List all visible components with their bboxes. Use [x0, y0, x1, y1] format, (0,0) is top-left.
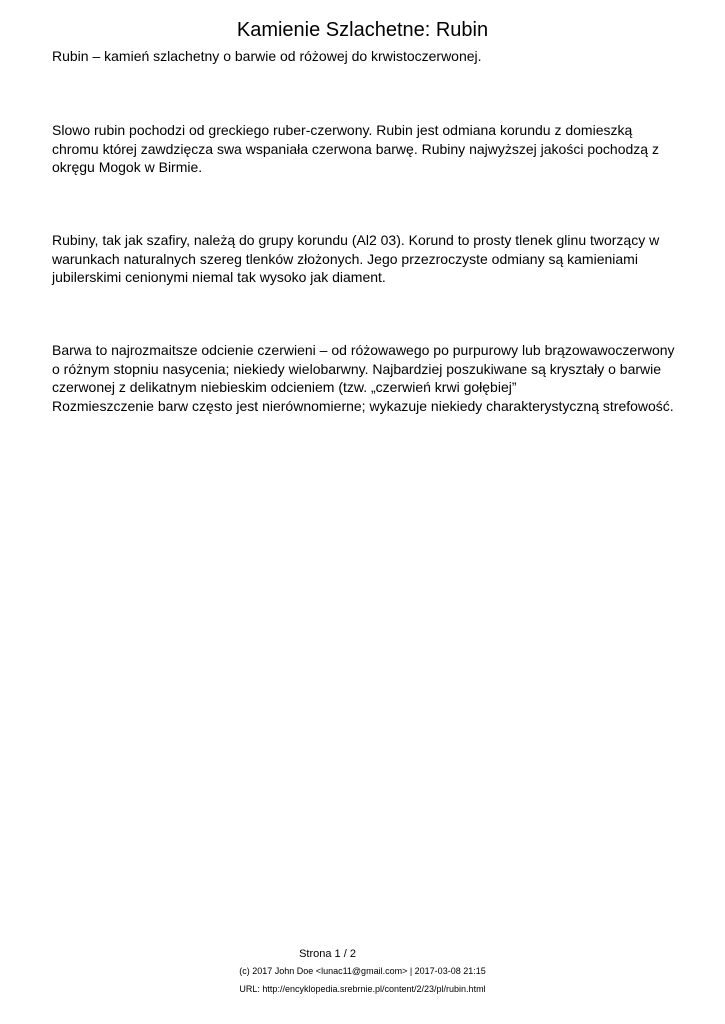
intro-text: Rubin – kamień szlachetny o barwie od różowej do krwistoczerwonej. [52, 48, 482, 64]
paragraph-color-line2: Rozmieszczenie barw często jest nierównomierne; wykazuje niekiedy charakterystyczną strefowość. [52, 397, 674, 414]
paragraph-etymology: Slowo rubin pochodzi od greckiego ruber-czerwony. Rubin jest odmiana korundu z domieszką chromu której zawdzięcza swa wspaniała czerwona barwę. Rubiny najwyższej jakości pochodzą z okręgu Mogok w Birmie. [52, 122, 659, 175]
page-title: Kamienie Szlachetne: Rubin [236, 19, 489, 41]
footer-copyright: (c) 2017 John Doe <lunac11@gmail.com> | 2017-03-08 21:15 [239, 966, 486, 976]
paragraph-color-line1: Barwa to najrozmaitsze odcienie czerwieni – od różowawego po purpurowy lub brązowawoczerwony o różnym stopniu nasycenia; niekiedy wielobarwny. Najbardziej poszukiwane są kryształy o barwie czerwonej z delikatnym niebieskim odcieniem (tzw. „czerwień krwi gołębiej” [52, 342, 675, 395]
page-number: Strona 1 / 2 [299, 948, 356, 960]
paragraph-color [52, 341, 682, 415]
paragraph-corundum: Rubiny, tak jak szafiry, należą do grupy korundu (Al2 03). Korund to prosty tlenek glinu tworzący w warunkach naturalnych szereg tlenków złożonych. Jego przezroczyste odmiany są kamieniami jubilerskimi cenionymi niemal tak wysoko jak diament. [52, 232, 660, 285]
footer-url: URL: http://encyklopedia.srebrnie.pl/content/2/23/pl/rubin.html [239, 984, 486, 994]
